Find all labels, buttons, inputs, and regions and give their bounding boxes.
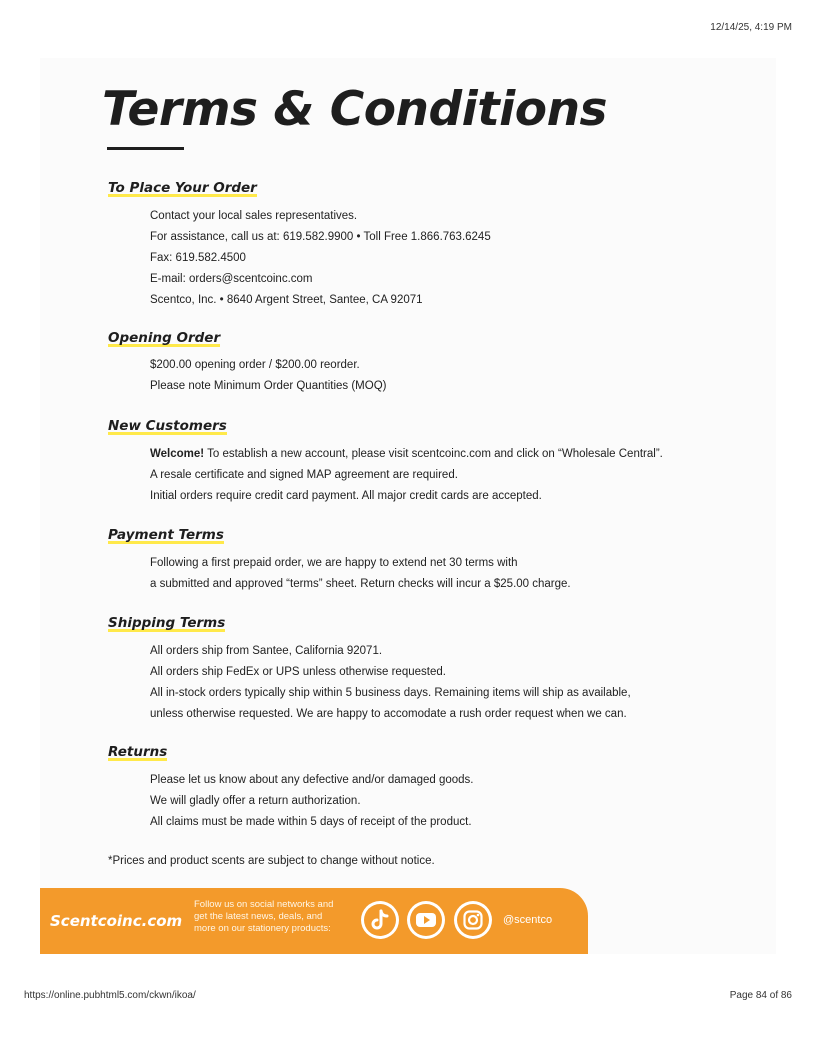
youtube-icon[interactable] [407, 901, 445, 939]
social-handle[interactable]: @scentco [503, 914, 553, 926]
section-heading-returns: Returns [108, 744, 168, 760]
tiktok-icon[interactable] [361, 901, 399, 939]
shipping-terms-line: All orders ship FedEx or UPS unless otherwise requested. [150, 666, 446, 678]
section-heading-shipping-terms: Shipping Terms [108, 615, 226, 631]
new-customers-line-text: To establish a new account, please visit scentcoinc.com and click on “Wholesale Central”. [204, 448, 663, 460]
place-order-line: For assistance, call us at: 619.582.9900 • Toll Free 1.866.763.6245 [150, 231, 491, 243]
social-banner [40, 888, 588, 954]
follow-us-text [194, 899, 354, 935]
returns-line: All claims must be made within 5 days of receipt of the product. [150, 816, 472, 828]
section-heading-place-order: To Place Your Order [108, 180, 257, 196]
follow-line: get the latest news, deals, and [194, 911, 323, 922]
section-heading-opening-order: Opening Order [108, 330, 221, 346]
new-customers-line: A resale certificate and signed MAP agreement are required. [150, 469, 458, 481]
payment-terms-lines [150, 553, 571, 595]
page-number: Page 84 of 86 [729, 990, 792, 1001]
place-order-line: Scentco, Inc. • 8640 Argent Street, Santee, CA 92071 [150, 294, 423, 306]
price-disclaimer: *Prices and product scents are subject to change without notice. [108, 855, 435, 867]
new-customers-lines [150, 444, 663, 507]
instagram-icon[interactable] [454, 901, 492, 939]
place-order-line: Fax: 619.582.4500 [150, 252, 246, 264]
payment-terms-line: Following a first prepaid order, we are happy to extend net 30 terms with [150, 557, 518, 569]
shipping-terms-lines [150, 641, 631, 725]
page-title: Terms & Conditions [102, 82, 608, 137]
place-order-line: E-mail: orders@scentcoinc.com [150, 273, 313, 285]
place-order-lines [150, 206, 491, 311]
brand-website-link[interactable]: Scentcoinc.com [50, 912, 183, 930]
section-heading-new-customers: New Customers [108, 418, 227, 434]
follow-line: Follow us on social networks and [194, 899, 334, 910]
welcome-label: Welcome! [150, 448, 205, 460]
shipping-terms-line: All orders ship from Santee, California 92071. [150, 645, 383, 657]
returns-line: We will gladly offer a return authorization. [150, 795, 361, 807]
shipping-terms-line: unless otherwise requested. We are happy to accomodate a rush order request when we can. [150, 708, 627, 720]
page-url: https://online.pubhtml5.com/ckwn/ikoa/ [24, 990, 196, 1001]
catalog-page [40, 58, 776, 954]
print-timestamp: 12/14/25, 4:19 PM [710, 22, 792, 33]
returns-line: Please let us know about any defective and/or damaged goods. [150, 774, 474, 786]
opening-order-line: $200.00 opening order / $200.00 reorder. [150, 359, 360, 371]
opening-order-lines [150, 355, 386, 397]
shipping-terms-line: All in-stock orders typically ship within 5 business days. Remaining items will ship as available, [150, 687, 631, 699]
payment-terms-line: a submitted and approved “terms” sheet. Return checks will incur a $25.00 charge. [150, 578, 571, 590]
new-customers-line [150, 444, 663, 465]
follow-line: more on our stationery products: [194, 923, 331, 934]
title-underline [107, 147, 184, 150]
new-customers-line: Initial orders require credit card payment. All major credit cards are accepted. [150, 490, 542, 502]
section-heading-payment-terms: Payment Terms [108, 527, 224, 543]
place-order-line: Contact your local sales representatives. [150, 210, 358, 222]
opening-order-line: Please note Minimum Order Quantities (MOQ) [150, 380, 387, 392]
returns-lines [150, 770, 474, 833]
